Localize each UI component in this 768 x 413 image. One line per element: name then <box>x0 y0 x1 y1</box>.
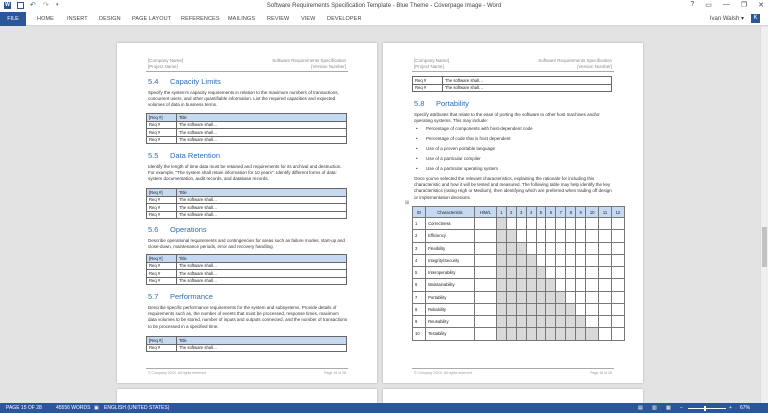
matrix-cell <box>474 303 496 315</box>
matrix-cell <box>536 316 546 328</box>
table-row <box>413 267 625 279</box>
matrix-cell <box>599 328 612 340</box>
proofing-icon[interactable]: ▣ <box>94 405 99 411</box>
page-footer-left: © Company 20XX. All rights reserved. <box>148 371 207 375</box>
matrix-characteristic-cell: Maintainability <box>426 279 475 291</box>
matrix-cell <box>506 230 516 242</box>
matrix-cell <box>576 279 586 291</box>
matrix-cell <box>566 291 576 303</box>
matrix-characteristic-cell: Portability <box>426 291 475 303</box>
matrix-cell <box>566 303 576 315</box>
matrix-cell <box>586 291 599 303</box>
section-intro: Specify attributes that relate to the ease of porting the software to other host machines and/or operating systems. This may include: <box>414 112 600 124</box>
matrix-cell <box>526 218 536 230</box>
footer-rule <box>146 368 348 369</box>
matrix-cell <box>556 254 566 266</box>
matrix-cell <box>536 242 546 254</box>
matrix-cell <box>546 291 556 303</box>
section-heading: 5.5 Data Retention <box>148 151 221 160</box>
list-item: • Use of a proven portable language <box>426 144 533 154</box>
table-row <box>413 316 625 328</box>
matrix-cell <box>599 267 612 279</box>
matrix-cell <box>586 254 599 266</box>
matrix-cell <box>556 230 566 242</box>
tab-design[interactable]: DESIGN <box>99 16 121 22</box>
word-count[interactable]: 45556 WORDS <box>56 405 91 411</box>
matrix-cell <box>576 254 586 266</box>
matrix-cell <box>496 242 506 254</box>
matrix-characteristic-cell: Testability <box>426 328 475 340</box>
scrollbar-thumb[interactable] <box>762 227 767 267</box>
matrix-cell <box>611 242 624 254</box>
matrix-cell <box>556 303 566 315</box>
matrix-cell <box>506 242 516 254</box>
tab-file[interactable]: FILE <box>0 12 26 26</box>
undo-icon[interactable]: ↶ <box>30 2 36 9</box>
close-button[interactable]: ✕ <box>758 2 764 9</box>
matrix-cell <box>536 254 546 266</box>
matrix-cell <box>526 303 536 315</box>
matrix-cell <box>556 279 566 291</box>
page-footer-right: Page 16 of 28 <box>590 371 612 375</box>
matrix-cell <box>599 279 612 291</box>
matrix-cell <box>546 230 556 242</box>
matrix-cell <box>516 267 526 279</box>
zoom-level[interactable]: 67% <box>740 405 751 411</box>
document-page-right[interactable] <box>383 43 643 383</box>
document-page-next-left[interactable] <box>117 389 377 403</box>
matrix-cell <box>586 316 599 328</box>
print-layout-icon[interactable]: ▥ <box>652 405 657 411</box>
matrix-cell <box>496 291 506 303</box>
title-bar <box>0 0 768 12</box>
section-body: Specify the system's capacity requirements in relation to the maximum numbers of transactions, concurrent users, and other quantifiable information. List the required capacities and expected volumes of data in business terms. <box>148 90 339 108</box>
matrix-characteristic-cell: Reusability <box>426 316 475 328</box>
web-layout-icon[interactable]: ▦ <box>666 405 671 411</box>
matrix-cell <box>586 328 599 340</box>
matrix-id-cell: 4 <box>413 254 426 266</box>
matrix-cell <box>496 279 506 291</box>
matrix-cell <box>506 254 516 266</box>
matrix-cell <box>611 218 624 230</box>
restore-button[interactable]: ❐ <box>740 2 748 9</box>
matrix-cell <box>566 316 576 328</box>
matrix-cell <box>611 230 624 242</box>
matrix-cell <box>586 230 599 242</box>
matrix-cell <box>566 242 576 254</box>
matrix-cell <box>526 291 536 303</box>
footer-rule <box>412 368 614 369</box>
matrix-cell <box>474 328 496 340</box>
characteristics-matrix <box>412 206 625 341</box>
tab-view[interactable]: VIEW <box>301 16 316 22</box>
matrix-cell <box>516 291 526 303</box>
matrix-characteristic-cell: Reliability <box>426 303 475 315</box>
matrix-cell <box>496 316 506 328</box>
matrix-cell <box>566 267 576 279</box>
matrix-characteristic-cell: Flexibility <box>426 242 475 254</box>
zoom-slider-thumb[interactable] <box>704 406 706 411</box>
matrix-id-cell: 10 <box>413 328 426 340</box>
zoom-slider[interactable] <box>688 408 726 409</box>
document-page-left[interactable] <box>117 43 377 383</box>
section-heading: 5.8 Portability <box>414 99 469 108</box>
matrix-cell <box>496 254 506 266</box>
minimize-button[interactable]: — <box>722 1 730 8</box>
bullet-list <box>426 124 533 174</box>
vertical-scrollbar[interactable] <box>760 27 768 403</box>
matrix-cell <box>586 242 599 254</box>
tab-insert[interactable]: INSERT <box>67 16 88 22</box>
matrix-cell <box>611 328 624 340</box>
matrix-cell <box>599 316 612 328</box>
section-heading: 5.4 Capacity Limits <box>148 77 221 86</box>
matrix-cell <box>586 303 599 315</box>
matrix-cell <box>576 328 586 340</box>
matrix-cell <box>526 279 536 291</box>
window-controls <box>690 1 764 9</box>
matrix-cell <box>506 279 516 291</box>
matrix-cell <box>599 242 612 254</box>
section-body: Identify the length of time data must be retained and requirements for its archival and destruction. For example, "The system shall retain information for 10 years". Identify different forms of data: system documentation, audit records, and database records. <box>148 164 342 182</box>
matrix-cell <box>546 316 556 328</box>
matrix-cell <box>474 291 496 303</box>
matrix-cell <box>576 242 586 254</box>
matrix-cell <box>566 279 576 291</box>
matrix-id-cell: 7 <box>413 291 426 303</box>
matrix-cell <box>576 291 586 303</box>
matrix-cell <box>599 254 612 266</box>
matrix-cell <box>556 328 566 340</box>
matrix-cell <box>526 254 536 266</box>
matrix-cell <box>566 254 576 266</box>
user-avatar-icon[interactable]: K <box>751 14 760 23</box>
header-rule <box>412 71 614 72</box>
matrix-header-cell: ID <box>413 207 426 218</box>
matrix-cell <box>576 316 586 328</box>
matrix-cell <box>546 328 556 340</box>
ribbon-display-button[interactable]: ▭ <box>705 2 712 9</box>
matrix-cell <box>546 254 556 266</box>
page-footer-left: © Company 20XX. All rights reserved. <box>414 371 473 375</box>
matrix-cell <box>586 267 599 279</box>
matrix-cell <box>506 328 516 340</box>
section-body: Describe operational requirements and contingencies for areas such as failure modes, start-up and close-down, maintenance periods, error and recovery handling. <box>148 238 345 250</box>
matrix-cell <box>506 267 516 279</box>
tab-references[interactable]: REFERENCES <box>181 16 220 22</box>
matrix-cell <box>536 328 546 340</box>
tab-home[interactable]: HOME <box>37 16 54 22</box>
matrix-cell <box>536 267 546 279</box>
table-row <box>413 254 625 266</box>
requirements-table: [Req #] Title Req # The software shall… Req # The software shall… Req # The software shall… <box>146 113 347 144</box>
matrix-characteristic-cell: Interoperability <box>426 267 475 279</box>
matrix-cell <box>546 267 556 279</box>
matrix-cell <box>536 230 546 242</box>
matrix-cell <box>526 242 536 254</box>
matrix-cell <box>546 279 556 291</box>
matrix-cell <box>506 316 516 328</box>
matrix-cell <box>611 267 624 279</box>
matrix-cell <box>516 254 526 266</box>
window-title: Software Requirements Specification Template - Blue Theme - Coverpage Image - Word <box>266 3 502 9</box>
matrix-cell <box>474 316 496 328</box>
matrix-cell <box>516 242 526 254</box>
list-item: • Percentage of code that is host dependent <box>426 134 533 144</box>
table-row <box>413 303 625 315</box>
matrix-cell <box>516 279 526 291</box>
table-row <box>413 242 625 254</box>
matrix-header-cell: 9 <box>576 207 586 218</box>
matrix-cell <box>474 242 496 254</box>
matrix-header-cell: 11 <box>599 207 612 218</box>
matrix-header-cell: 7 <box>556 207 566 218</box>
matrix-id-cell: 6 <box>413 279 426 291</box>
matrix-cell <box>586 218 599 230</box>
matrix-header-cell: 5 <box>536 207 546 218</box>
matrix-cell <box>496 303 506 315</box>
read-mode-icon[interactable]: ▤ <box>638 405 643 411</box>
table-row <box>413 291 625 303</box>
matrix-header-cell: 6 <box>546 207 556 218</box>
matrix-cell <box>474 254 496 266</box>
matrix-characteristic-cell: Integrity/Security <box>426 254 475 266</box>
matrix-cell <box>496 218 506 230</box>
matrix-cell <box>599 218 612 230</box>
matrix-cell <box>566 218 576 230</box>
matrix-cell <box>506 218 516 230</box>
tab-page-layout[interactable]: PAGE LAYOUT <box>132 16 172 22</box>
list-item: • Percentage of components with host-dependent code <box>426 124 533 134</box>
ribbon-tabs <box>0 12 768 26</box>
zoom-in-icon[interactable]: + <box>729 405 732 411</box>
matrix-header-cell: 4 <box>526 207 536 218</box>
matrix-header-cell: 3 <box>516 207 526 218</box>
requirements-table: Req # The software shall… Req # The software shall… <box>412 76 612 92</box>
matrix-cell <box>536 303 546 315</box>
matrix-cell <box>506 291 516 303</box>
status-bar <box>0 403 768 413</box>
matrix-cell <box>516 328 526 340</box>
matrix-cell <box>556 242 566 254</box>
matrix-cell <box>566 230 576 242</box>
requirements-table: [Req #] Title Req # The software shall… Req # The software shall… Req # The software shall… <box>146 254 347 285</box>
section-outro: Once you've selected the relevant characteristics, explaining the rationale for including this characteristic and how it will be tested and measured. The following table may help identify the key characteristics (rating High or Medium), then identifying which are preferred when trading off design or implementation decisions. <box>414 176 612 200</box>
redo-icon[interactable]: ↷ <box>43 2 49 9</box>
matrix-header-cell: Characteristic <box>426 207 475 218</box>
page-header-right: Software Requirements Specification [Version Number] <box>538 58 612 69</box>
matrix-id-cell: 3 <box>413 242 426 254</box>
matrix-cell <box>599 230 612 242</box>
word-app-icon: W <box>5 2 10 8</box>
matrix-cell <box>599 303 612 315</box>
table-row <box>413 328 625 340</box>
matrix-id-cell: 8 <box>413 303 426 315</box>
matrix-cell <box>611 316 624 328</box>
matrix-cell <box>599 291 612 303</box>
section-heading: 5.7 Performance <box>148 292 213 301</box>
matrix-cell <box>474 267 496 279</box>
matrix-header-cell: H/M/L <box>474 207 496 218</box>
matrix-cell <box>576 218 586 230</box>
table-row <box>413 279 625 291</box>
tab-developer[interactable]: DEVELOPER <box>327 16 362 22</box>
matrix-cell <box>496 230 506 242</box>
matrix-characteristic-cell: Efficiency <box>426 230 475 242</box>
matrix-cell <box>516 316 526 328</box>
matrix-cell <box>496 267 506 279</box>
matrix-id-cell: 5 <box>413 267 426 279</box>
user-account[interactable]: Ivan Walsh ▾ <box>709 16 744 22</box>
matrix-cell <box>556 291 566 303</box>
tab-mailings[interactable]: MAILINGS <box>228 16 256 22</box>
matrix-cell <box>611 254 624 266</box>
language-status[interactable]: ENGLISH (UNITED STATES) <box>104 405 170 411</box>
matrix-cell <box>516 218 526 230</box>
matrix-cell <box>526 230 536 242</box>
section-heading: 5.6 Operations <box>148 225 207 234</box>
matrix-cell <box>611 291 624 303</box>
matrix-cell <box>526 328 536 340</box>
matrix-cell <box>576 230 586 242</box>
matrix-id-cell: 9 <box>413 316 426 328</box>
requirements-table: [Req #] Title Req # The software shall… <box>146 336 347 352</box>
matrix-header-cell: 12 <box>611 207 624 218</box>
matrix-cell <box>526 267 536 279</box>
matrix-header-cell: 2 <box>506 207 516 218</box>
matrix-header-cell: 10 <box>586 207 599 218</box>
matrix-cell <box>556 218 566 230</box>
table-row <box>413 230 625 242</box>
matrix-cell <box>474 218 496 230</box>
matrix-cell <box>474 279 496 291</box>
table-row <box>413 218 625 230</box>
page-header-right: Software Requirements Specification [Version Number] <box>272 58 346 69</box>
matrix-cell <box>516 230 526 242</box>
matrix-cell <box>611 303 624 315</box>
header-rule <box>146 71 348 72</box>
tab-review[interactable]: REVIEW <box>267 16 290 22</box>
matrix-cell <box>516 303 526 315</box>
zoom-out-icon[interactable]: − <box>680 405 683 411</box>
matrix-cell <box>556 267 566 279</box>
matrix-cell <box>546 242 556 254</box>
list-item: • Use of a particular compiler <box>426 154 533 164</box>
matrix-cell <box>586 279 599 291</box>
matrix-cell <box>566 328 576 340</box>
list-item: • Use of a particular operating system <box>426 164 533 174</box>
matrix-cell <box>546 303 556 315</box>
page-header-left: [Company Name] [Project Name] <box>148 58 184 69</box>
matrix-header-cell: 1 <box>496 207 506 218</box>
matrix-header-cell: 8 <box>566 207 576 218</box>
matrix-cell <box>496 328 506 340</box>
matrix-cell <box>506 303 516 315</box>
matrix-cell <box>611 279 624 291</box>
matrix-cell <box>546 218 556 230</box>
requirements-table: [Req #] Title Req # The software shall… Req # The software shall… Req # The software shall… <box>146 188 347 219</box>
matrix-cell <box>526 316 536 328</box>
customize-toolbar-icon[interactable]: ▾ <box>56 2 59 8</box>
section-body: Describe specific performance requirements for the system and subsystems. Provide details of requirements such as, the number of events that must be processed, response times, maximum data volumes to be stored, number of inputs and outputs connected, and the number of transactions to be processed in a specified time. <box>148 305 348 329</box>
matrix-id-cell: 2 <box>413 230 426 242</box>
matrix-cell <box>556 316 566 328</box>
help-button[interactable]: ? <box>690 1 695 8</box>
page-count[interactable]: PAGE 15 OF 28 <box>6 405 42 411</box>
matrix-cell <box>474 230 496 242</box>
matrix-id-cell: 1 <box>413 218 426 230</box>
page-footer-right: Page 15 of 28 <box>324 371 346 375</box>
table-move-handle-icon[interactable]: ⊞ <box>405 200 410 206</box>
matrix-cell <box>576 303 586 315</box>
matrix-characteristic-cell: Correctness <box>426 218 475 230</box>
matrix-cell <box>576 267 586 279</box>
document-page-next-right[interactable] <box>383 389 643 403</box>
matrix-cell <box>536 291 546 303</box>
matrix-cell <box>536 279 546 291</box>
page-header-left: [Company Name] [Project Name] <box>414 58 450 69</box>
matrix-cell <box>536 218 546 230</box>
